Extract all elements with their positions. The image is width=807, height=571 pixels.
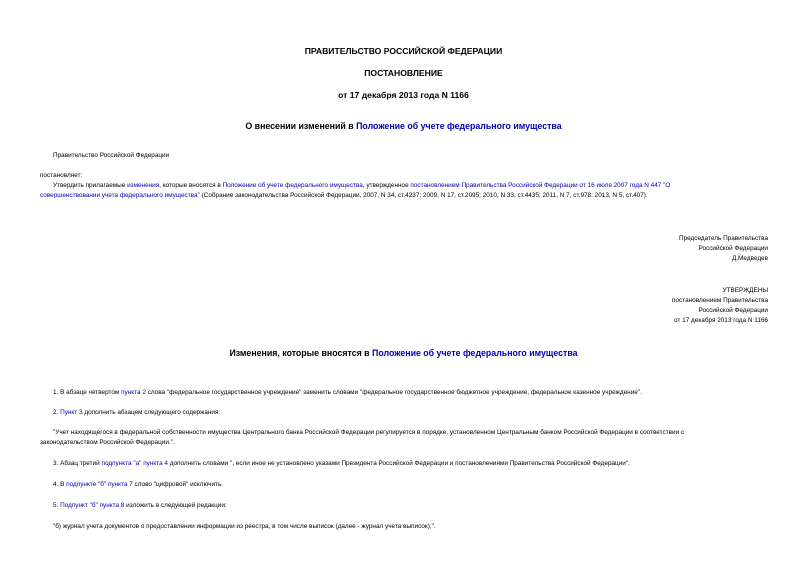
title-link[interactable]: Положение об учете федерального имущества xyxy=(356,121,562,131)
quote-1-line1: "Учет находящегося в федеральной собственности имущества Центрального банка Российской Федерации регулируется в порядке, установленном Центральным банком Российской Федерации в соответствии с xyxy=(53,429,685,436)
approved-line3: Российской Федерации xyxy=(698,307,768,314)
doc-type-heading: ПОСТАНОВЛЕНИЕ xyxy=(364,68,443,78)
preamble-paragraph-line2 xyxy=(40,191,648,201)
item-5-link[interactable]: Подпункт "б" пункта 8 xyxy=(60,502,125,509)
regulation-link[interactable]: Положение об учете федерального имущества xyxy=(222,182,363,189)
item-1-link[interactable]: пункта 2 xyxy=(121,389,146,396)
approved-line1: УТВЕРЖДЕНЫ xyxy=(722,287,768,294)
item-4-text-a: 4. В xyxy=(53,481,67,488)
item-1-text-a: 1. В абзаце четвертом xyxy=(53,389,122,396)
quote-2: "б) журнал учета документов о предоставлении информации из реестра, в том числе выписок (далее - журнал учета выписок);". xyxy=(53,523,436,530)
item-2 xyxy=(53,408,220,418)
item-3-text-a: 3. Абзац третий xyxy=(53,460,102,467)
item-5 xyxy=(53,501,227,511)
item-3 xyxy=(53,459,630,469)
changes-title-link[interactable]: Положение об учете федерального имущества xyxy=(372,348,578,358)
item-1-text-b: слова "федеральное государственное учреждение" заменить словами "федеральное государственное бюджетное учреждение, федеральное казенное учреждение". xyxy=(145,389,642,396)
resolution-link-part2[interactable]: совершенствовании учета федерального имущества" xyxy=(40,192,200,199)
item-2-link[interactable]: Пункт 3 xyxy=(60,409,83,416)
item-2-text-a: 2. xyxy=(53,409,61,416)
government-heading: ПРАВИТЕЛЬСТВО РОССИЙСКОЙ ФЕДЕРАЦИИ xyxy=(304,46,503,56)
quote-1-line2: законодательством Российской Федерации.". xyxy=(40,439,175,446)
changes-link[interactable]: изменения xyxy=(127,182,160,189)
item-4-link[interactable]: подпункте "б" пункта 7 xyxy=(66,481,133,488)
signature-line2: Российской Федерации xyxy=(698,245,768,252)
title-prefix: О внесении изменений в xyxy=(245,121,357,131)
p1-text-b: , которые вносятся в xyxy=(159,182,223,189)
p1-text-c: , утвержденное xyxy=(362,182,411,189)
preamble-paragraph-line1 xyxy=(53,181,670,191)
p1-text-a: Утвердить прилагаемые xyxy=(53,182,128,189)
signature-name: Д.Медведев xyxy=(731,255,768,262)
signature-line1: Председатель Правительства xyxy=(679,235,768,242)
document-title xyxy=(0,121,807,131)
preamble-line1: Правительство Российской Федерации xyxy=(53,152,170,159)
item-5-text-b: изложить в следующей редакции: xyxy=(124,502,227,509)
item-2-text-b: дополнить абзацем следующего содержания: xyxy=(82,409,221,416)
p1-text-d: (Собрание законодательства Российской Федерации, 2007, N 34, ст.4237; 2009, N 17, ст.2095; 2010, N 33, ст.4435; 2011, N 7, ст.978; 2013, N 5, ст.407). xyxy=(199,192,648,199)
item-4-text-b: слово "цифровой" исключить. xyxy=(132,481,224,488)
changes-title-prefix: Изменения, которые вносятся в xyxy=(229,348,373,358)
item-3-text-b: дополнить словами ", если иное не установлено указами Президента Российской Федерации и постановлениями Правительства Российской Федерации". xyxy=(167,460,630,467)
item-4 xyxy=(53,480,223,490)
approved-line2: постановлением Правительства xyxy=(672,297,768,304)
item-1 xyxy=(53,388,642,398)
item-5-text-a: 5. xyxy=(53,502,61,509)
item-3-link[interactable]: подпункта "а" пункта 4 xyxy=(101,460,168,467)
date-heading: от 17 декабря 2013 года N 1166 xyxy=(338,90,469,100)
resolution-link-part1[interactable]: постановлением Правительства Российской Федерации от 16 июля 2007 года N 447 "О xyxy=(410,182,671,189)
changes-title xyxy=(0,348,807,358)
approved-line4: от 17 декабря 2013 года N 1166 xyxy=(674,317,768,324)
preamble-line2: постановляет: xyxy=(40,172,83,179)
